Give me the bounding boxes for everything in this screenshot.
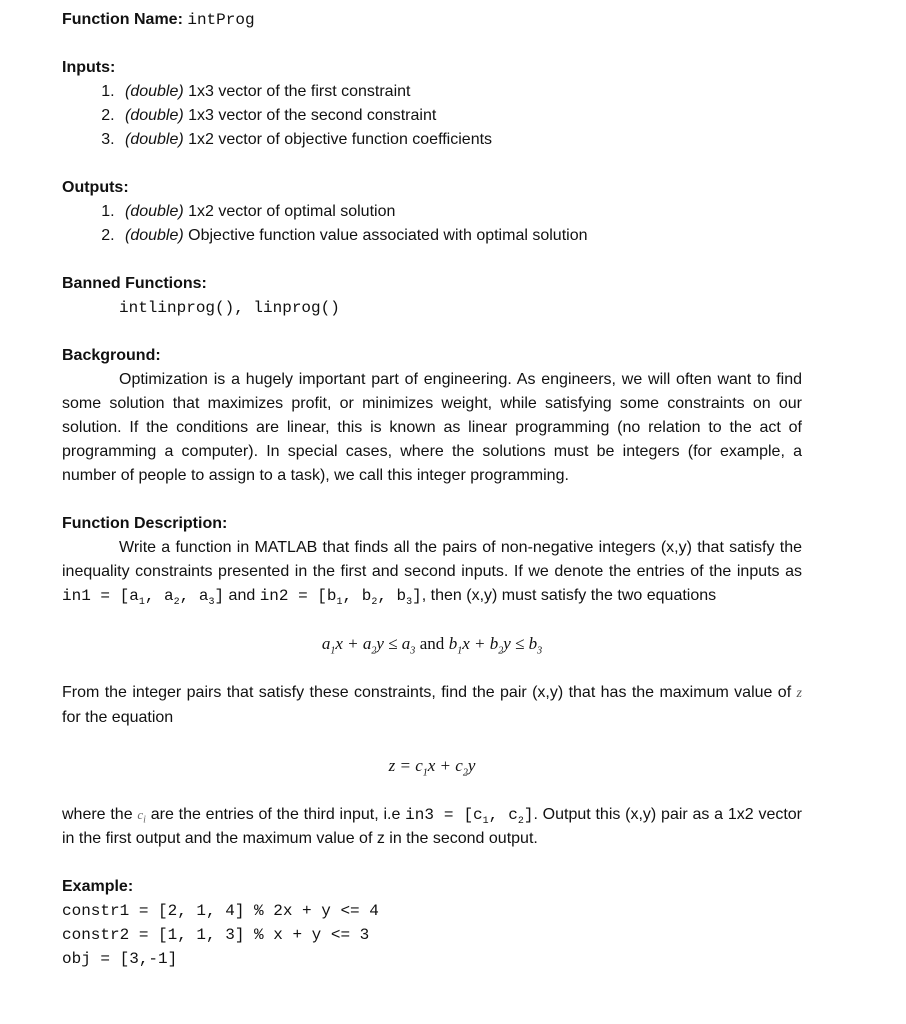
example-code-line: constr1 = [2, 1, 4] % 2x + y <= 4	[62, 902, 379, 920]
description-section	[62, 512, 802, 851]
background-heading: Background:	[62, 347, 161, 364]
example-code-line: constr2 = [1, 1, 3] % x + y <= 3	[62, 926, 370, 944]
example-heading: Example:	[62, 878, 134, 895]
inputs-section	[62, 56, 802, 152]
list-item: 1. (double) 1x3 vector of the first constraint	[119, 80, 802, 104]
outputs-heading: Outputs:	[62, 179, 129, 196]
in2-vector: [$b_1$, $b_2$, $b_3$]	[317, 587, 422, 609]
background-section	[62, 344, 802, 488]
ci-symbol: $c_i$	[137, 807, 146, 826]
in3-vector: [$c_1$, $c_2$]	[463, 806, 534, 828]
example-section	[62, 875, 802, 971]
constraint-equation: $a_1x + a_2y \le a_3$ and $b_1x + b_2y \le b_3$	[321, 634, 543, 657]
description-paragraph-3: where the $c_i$ are the entries of the third input, i.e $in3 = [c_1$, $c_2$]. Output this (x,y) pair as a 1x2 vector in the first output and the maximum value of z in the second output.	[62, 806, 803, 847]
description-paragraph-2: From the integer pairs that satisfy these constraints, find the pair (x,y) that has the maximum value of z for the equation	[62, 684, 802, 726]
inputs-heading: Inputs:	[62, 59, 116, 76]
example-code-line: obj = [3,-1]	[62, 950, 178, 968]
objective-equation: $z = c_1x + c_2y$	[388, 756, 476, 779]
list-item: 1. (double) 1x2 vector of optimal solution	[119, 200, 802, 224]
inputs-list	[62, 80, 802, 152]
description-heading: Function Description:	[62, 515, 228, 532]
list-item: 2. (double) Objective function value associated with optimal solution	[119, 224, 802, 248]
banned-heading: Banned Functions:	[62, 275, 207, 292]
banned-section	[62, 272, 802, 320]
banned-functions-list: intlinprog(), linprog()	[119, 299, 340, 317]
function-name-value: intProg	[187, 11, 255, 29]
outputs-list	[62, 200, 802, 248]
function-name-label: Function Name:	[62, 11, 183, 28]
description-paragraph-1: Write a function in MATLAB that finds all the pairs of non-negative integers (x,y) that satisfy the inequality constraints presented in the first and second inputs. If we denote the entries of the inputs as $in1 = [a_1$, $a_2$, $a_3$] and $in2 = [b_1$, $b_2$, $b_3$], then (x,y) must satisfy the two equations	[62, 539, 802, 609]
list-item: 2. (double) 1x3 vector of the second constraint	[119, 104, 802, 128]
function-name-line	[62, 8, 802, 32]
document-page	[62, 8, 802, 971]
list-item: 3. (double) 1x2 vector of objective function coefficients	[119, 128, 802, 152]
background-text: Optimization is a hugely important part of engineering. As engineers, we will often want to find some solution that maximizes profit, or minimizes weight, while satisfying some constraints on our solution. If the conditions are linear, this is known as linear programming (no relation to the act of programming a computer). In special cases, where the solutions must be integers (for example, a number of people to assign to a task), we call this integer programming.	[62, 371, 802, 484]
in1-vector: [$a_1$, $a_2$, $a_3$]	[119, 587, 225, 609]
outputs-section	[62, 176, 802, 248]
